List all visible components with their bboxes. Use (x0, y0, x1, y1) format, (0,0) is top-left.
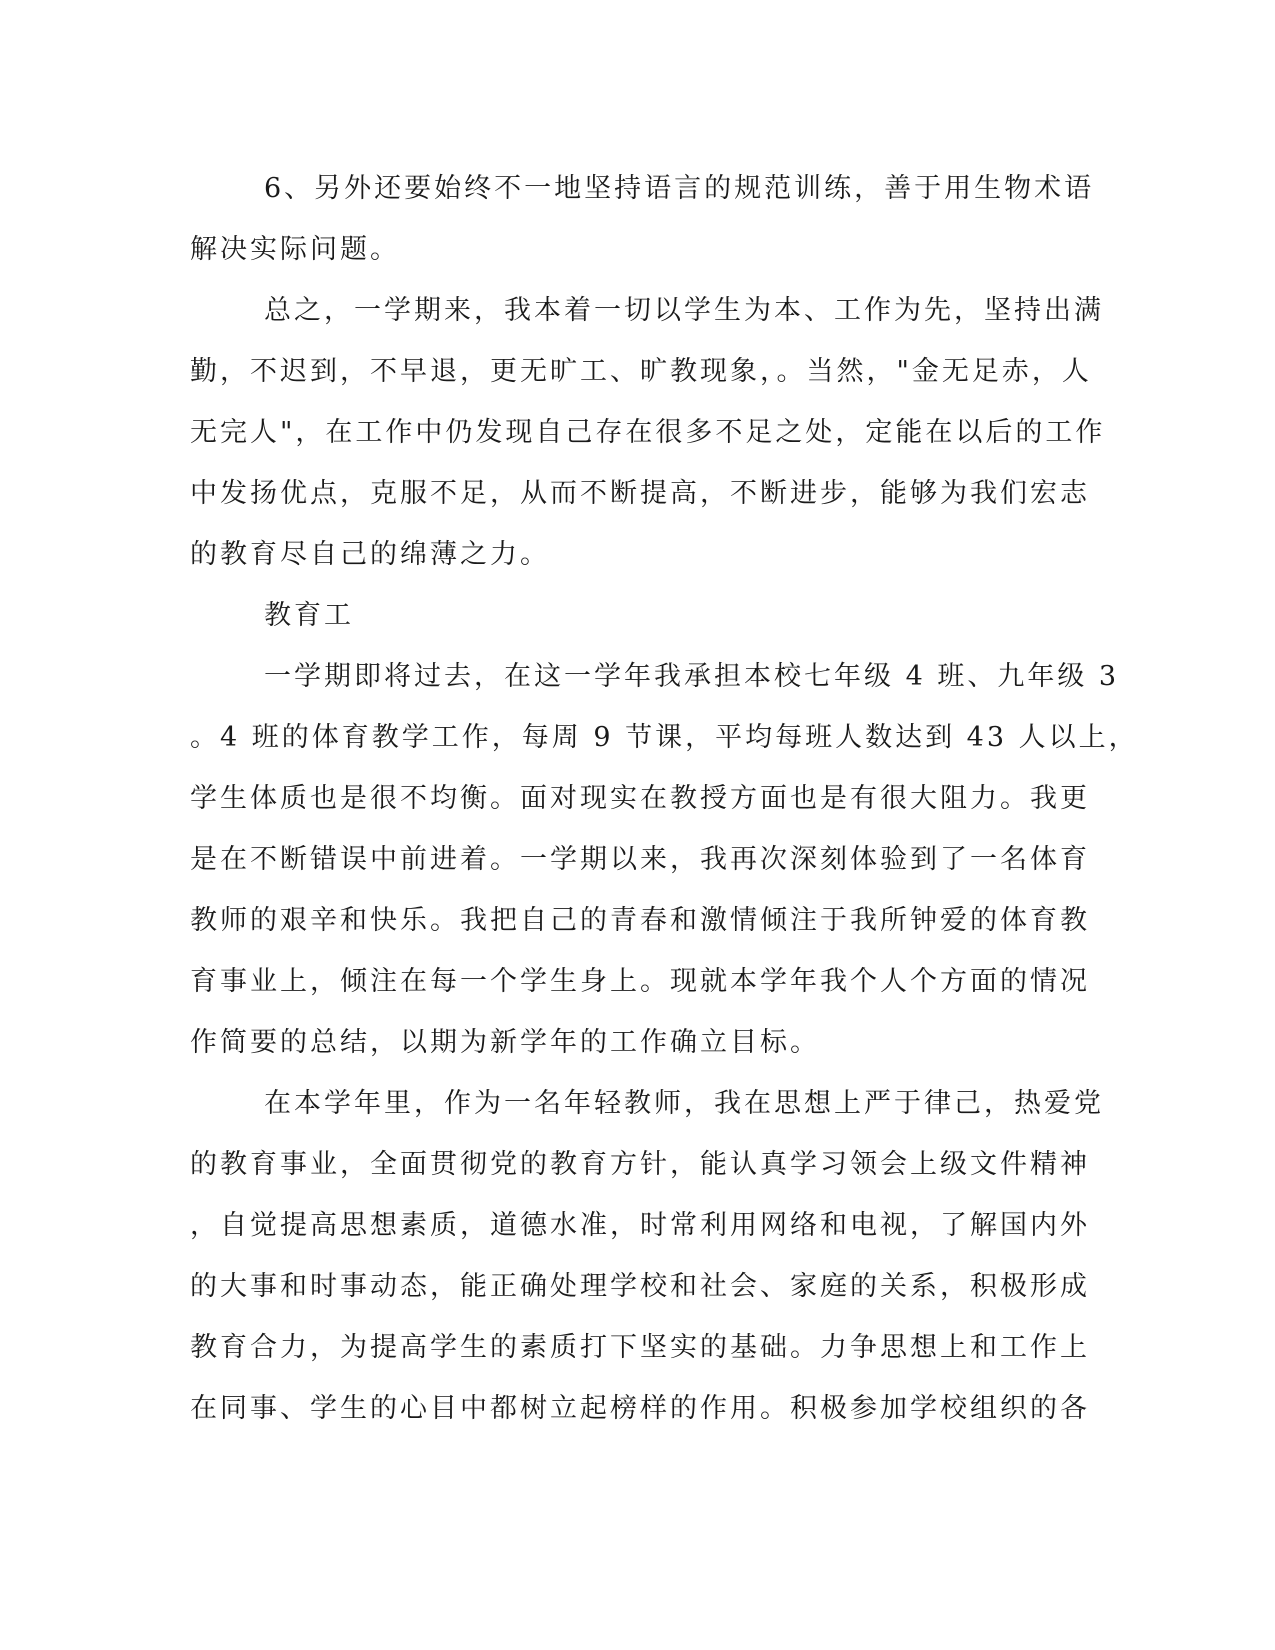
text-line: 解决实际问题。 (190, 234, 400, 265)
text-line: 作简要的总结，以期为新学年的工作确立目标。 (190, 1027, 820, 1058)
text-line: 的大事和时事动态，能正确处理学校和社会、家庭的关系，积极形成 (190, 1271, 1090, 1302)
text-line: 育事业上，倾注在每一个学生身上。现就本学年我个人个方面的情况 (190, 966, 1090, 997)
text-line: 一学期即将过去，在这一学年我承担本校七年级 4 班、九年级 3 (264, 661, 1120, 692)
text-line: 中发扬优点，克服不足，从而不断提高，不断进步，能够为我们宏志 (190, 478, 1090, 509)
section-heading: 教育工 (264, 600, 354, 631)
text-line: 。4 班的体育教学工作，每周 9 节课，平均每班人数达到 43 人以上， (190, 722, 1139, 753)
text-line: 在同事、学生的心目中都树立起榜样的作用。积极参加学校组织的各 (190, 1393, 1090, 1424)
text-line: 勤，不迟到，不早退，更无旷工、旷教现象，。当然，"金无足赤，人 (190, 356, 1092, 387)
text-line: 教育合力，为提高学生的素质打下坚实的基础。力争思想上和工作上 (190, 1332, 1090, 1363)
text-line: 是在不断错误中前进着。一学期以来，我再次深刻体验到了一名体育 (190, 844, 1090, 875)
text-line: 的教育尽自己的绵薄之力。 (190, 539, 550, 570)
text-line: 教师的艰辛和快乐。我把自己的青春和激情倾注于我所钟爱的体育教 (190, 905, 1090, 936)
text-line: 在本学年里，作为一名年轻教师，我在思想上严于律己，热爱党 (264, 1088, 1104, 1119)
text-line: ，自觉提高思想素质，道德水准，时常利用网络和电视，了解国内外 (190, 1210, 1090, 1241)
text-line: 学生体质也是很不均衡。面对现实在教授方面也是有很大阻力。我更 (190, 783, 1090, 814)
text-line: 总之，一学期来，我本着一切以学生为本、工作为先，坚持出满 (264, 295, 1104, 326)
document-body (190, 158, 1139, 1439)
text-line: 无完人"，在工作中仍发现自己存在很多不足之处，定能在以后的工作 (190, 417, 1106, 448)
text-line: 的教育事业，全面贯彻党的教育方针，能认真学习领会上级文件精神 (190, 1149, 1090, 1180)
text-line: 6、另外还要始终不一地坚持语言的规范训练，善于用生物术语 (264, 173, 1095, 204)
